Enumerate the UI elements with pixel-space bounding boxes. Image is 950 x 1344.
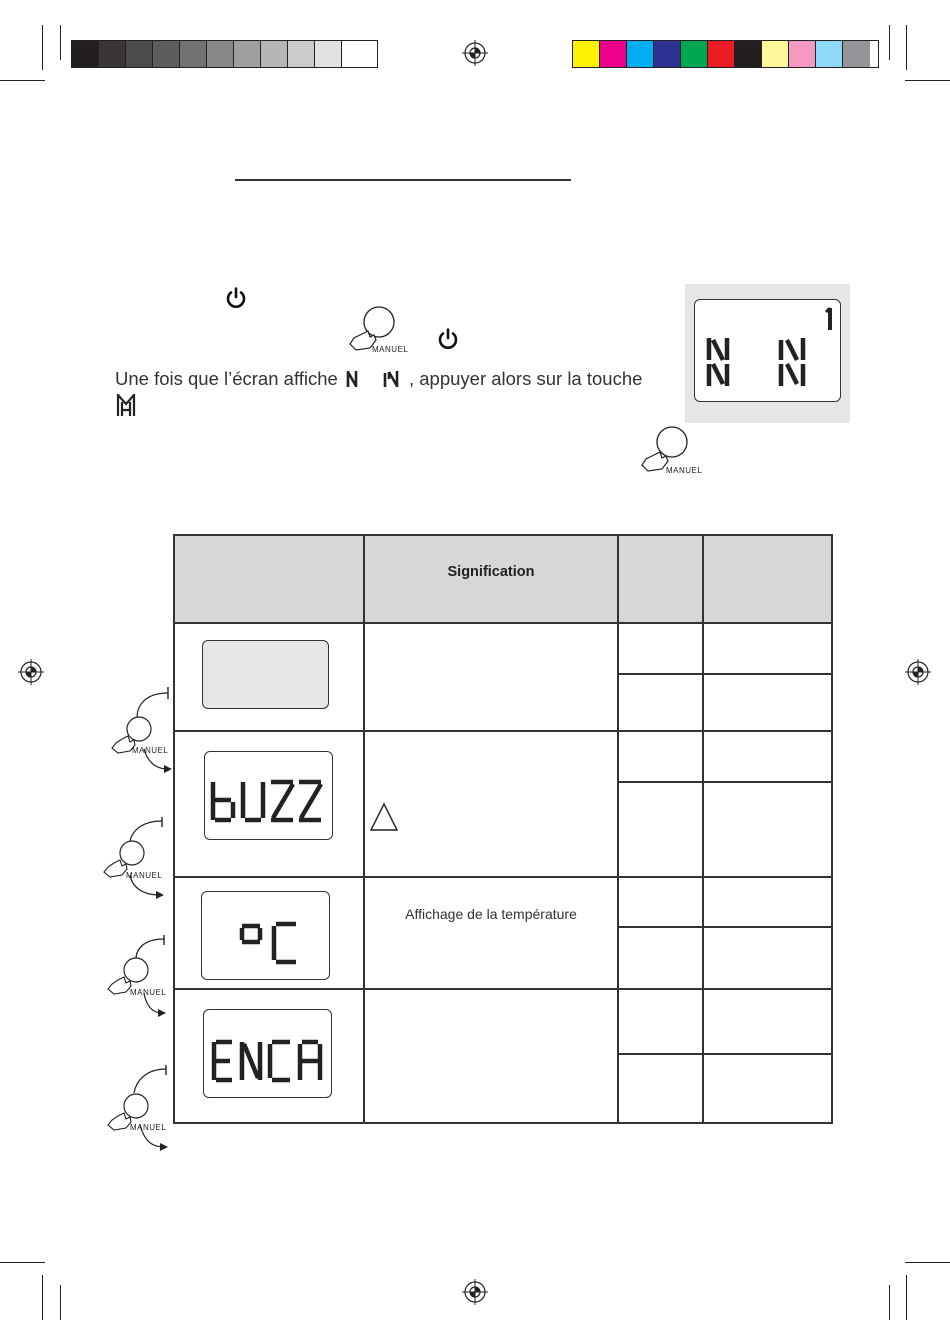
manuel-button-icon[interactable] [344, 304, 414, 356]
fan-mode-icon [116, 392, 136, 418]
color-swatch [600, 41, 627, 67]
color-swatch [627, 41, 654, 67]
table-border [173, 730, 833, 732]
power-icon [224, 286, 248, 310]
instruction-text-after: , appuyer alors sur la touche [408, 368, 643, 389]
crop-mark [0, 80, 45, 81]
table-border [618, 673, 833, 675]
table-border [363, 534, 365, 1124]
crop-mark [906, 1275, 907, 1320]
gray-swatch [72, 41, 99, 67]
table-border [173, 988, 833, 990]
lcd-buzz-segments-icon [205, 752, 334, 841]
color-calibration-bar [572, 40, 879, 68]
gray-swatch [234, 41, 261, 67]
registration-mark-icon [462, 40, 488, 66]
instruction-text-before: Une fois que l’écran affiche [115, 368, 338, 389]
gray-swatch [288, 41, 315, 67]
color-swatch [762, 41, 789, 67]
warning-triangle-icon [369, 802, 399, 832]
svg-text:MANUEL: MANUEL [666, 466, 703, 475]
color-swatch [681, 41, 708, 67]
table-border [618, 926, 833, 928]
table-border [617, 534, 619, 1124]
table-border [173, 534, 833, 536]
gray-swatch [342, 41, 369, 67]
gray-swatch [315, 41, 342, 67]
crop-mark [60, 25, 61, 60]
signification-temperature: Affichage de la température [405, 906, 577, 922]
crop-mark [42, 25, 43, 70]
table-border [618, 1053, 833, 1055]
color-swatch [735, 41, 762, 67]
gray-calibration-bar [71, 40, 378, 68]
lcd-mini-segments-icon [345, 370, 407, 388]
lcd-buzz-display [204, 751, 333, 840]
lcd-enca-segments-icon [204, 1010, 333, 1099]
gray-swatch [180, 41, 207, 67]
instruction-line [115, 368, 642, 390]
svg-text:MANUEL: MANUEL [132, 746, 169, 755]
lcd-enca-display [203, 1009, 332, 1098]
color-swatch [573, 41, 600, 67]
crop-mark [889, 25, 890, 60]
crop-mark [906, 25, 907, 70]
lcd-segments-icon [695, 300, 842, 403]
display-panel [685, 284, 850, 423]
manuel-arrow-icon [100, 815, 172, 907]
table-border [173, 876, 833, 878]
lcd-celsius-display [201, 891, 330, 980]
gray-swatch [126, 41, 153, 67]
header-signification: Signification [447, 564, 535, 580]
crop-mark [905, 1262, 950, 1263]
svg-text:MANUEL: MANUEL [126, 871, 163, 880]
manuel-arrow-icon [100, 1063, 172, 1155]
manuel-button-icon[interactable] [636, 425, 712, 477]
crop-mark [889, 1285, 890, 1320]
lcd-blank-display [202, 640, 329, 709]
registration-mark-icon [905, 659, 931, 685]
gray-swatch [99, 41, 126, 67]
crop-mark [0, 1262, 45, 1263]
svg-text:MANUEL: MANUEL [130, 1123, 167, 1132]
lcd-screen [694, 299, 841, 402]
table-border [702, 534, 704, 1124]
registration-mark-icon [462, 1279, 488, 1305]
table-border [831, 534, 833, 1124]
svg-text:MANUEL: MANUEL [372, 345, 409, 354]
gray-swatch [261, 41, 288, 67]
color-swatch [816, 41, 843, 67]
color-swatch [789, 41, 816, 67]
lcd-celsius-segments-icon [202, 892, 331, 981]
crop-mark [905, 80, 950, 81]
crop-mark [42, 1275, 43, 1320]
table-border [173, 534, 175, 1124]
gray-swatch [153, 41, 180, 67]
color-swatch [843, 41, 870, 67]
table-border [173, 622, 833, 624]
power-icon [436, 327, 460, 351]
color-swatch [654, 41, 681, 67]
crop-mark [60, 1285, 61, 1320]
manuel-arrow-icon [104, 685, 176, 785]
manuel-arrow-icon [100, 933, 172, 1025]
color-swatch [708, 41, 735, 67]
title-underline [235, 179, 571, 181]
registration-mark-icon [18, 659, 44, 685]
table-border [173, 1122, 833, 1124]
gray-swatch [207, 41, 234, 67]
svg-text:MANUEL: MANUEL [130, 988, 167, 997]
table-border [618, 781, 833, 783]
